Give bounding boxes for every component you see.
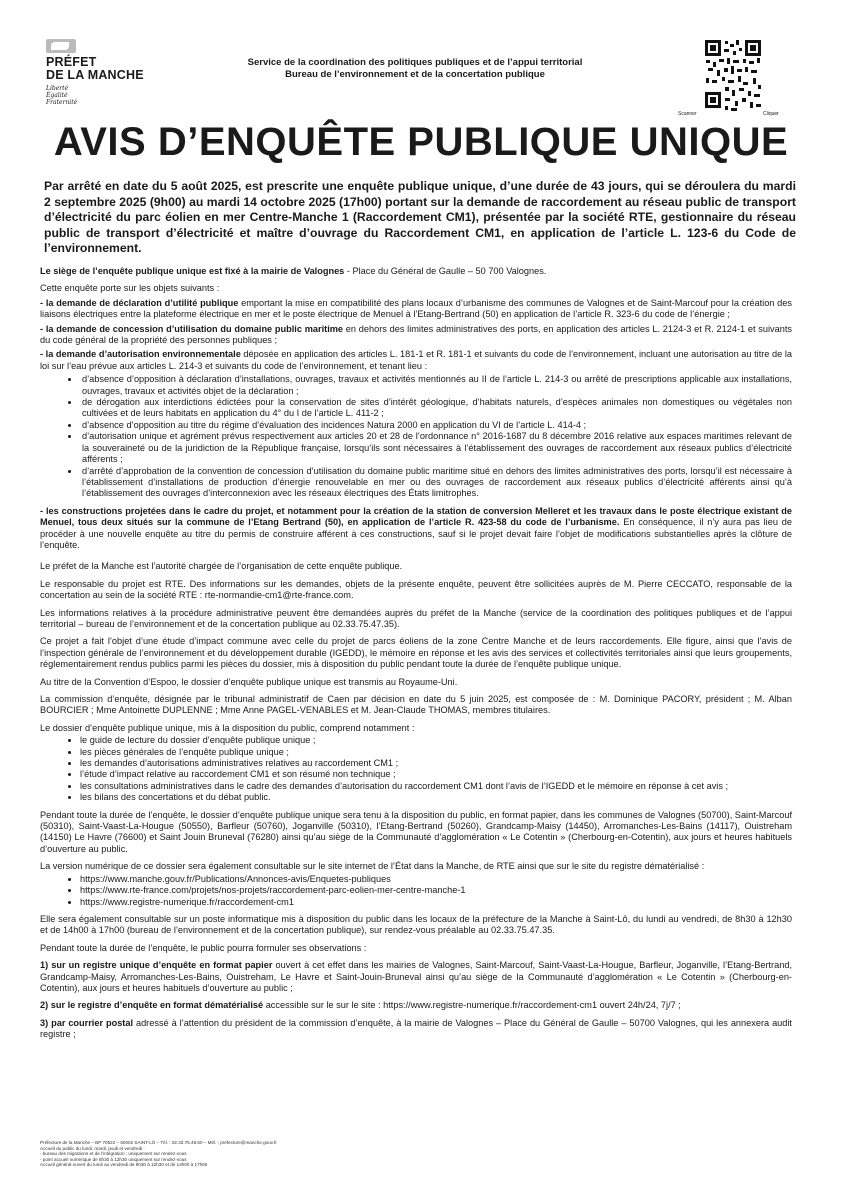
objet-item: - la demande de concession d’utilisation du domaine public maritime en dehors des limites administratives des ports, en application des articles L. 2124-3 et R. 2124-1 et suivants du code général de la propriété des personnes publiques ; (40, 323, 792, 346)
paragraph: Le préfet de la Manche est l’autorité chargée de l’organisation de cette enquête publique. (40, 561, 403, 572)
paper-paragraph: Pendant toute la durée de l’enquête, le dossier d’enquête publique unique sera tenu à la disposition du public, en format papier, dans les communes de Valognes (50700), Saint-Marcouf (50310), Saint-Vaast-La-Hougue (50550), Barfleur (50760), Joganville (50310), l’Etang-Bertrand (50260), Grandcamp-Maisy (14450), Arromanches-Les-Bains (14117), Ouistreham (14150) Le Havre (76600) et Saint Jouin Bruneval (76280) ainsi qu’au siège de la Communauté d’agglomération « Le Cotentin » (Cherbourg-en-Cotentin), aux jours et heures habituels d’ouverture au public. (40, 809, 792, 854)
observation-item: 1) sur un registre unique d’enquête en format papier ouvert à cet effet dans les mairies de Valognes, Saint-Marcouf, Saint-Vaast-La-Hougue, Barfleur, Joganville, l’Etang-Bertrand, Grandcamp-Maisy, Arromanches-Les-Bains, Ouistreham, Le Havre et Saint-Jouin-Bruneval ainsi qu’au siège de la Communauté d’agglomération « Le Cotentin » (Cherbourg-en-Cotentin), aux jours et heures habituels d’ouverture au public ; (40, 960, 792, 993)
page-title: AVIS D’ENQUÊTE PUBLIQUE UNIQUE (53, 120, 789, 164)
observation-item: 2) sur le registre d’enquête en format dématérialisé accessible sur le sur le site : https://www.registre-numerique.fr/raccordement-cm1 ouvert 24h/24, 7j/7 ; (40, 1000, 681, 1011)
objets-intro: Cette enquête porte sur les objets suivants : (40, 283, 220, 294)
notice-body (40, 266, 792, 1047)
list-item: • le guide de lecture du dossier d’enquête publique unique ; (80, 735, 792, 746)
tenant-lieu-list (80, 374, 792, 499)
list-item: • d’arrêté d’approbation de la convention de concession d’utilisation du domaine public maritime situé en dehors des limites administratives des ports, lorsqu’il est nécessaire à l’établissement d’installations de production d’énergie renouvelable en mer ou des ouvrages de raccordement aux réseaux publics d’électricité afférents ainsi qu’à l’établissement des ouvrages d’interconnexion avec les réseaux électriques des États limitrophes. (80, 466, 792, 500)
qr-click-label: Cliquer (763, 111, 779, 117)
prefecture-footer: Préfecture de la Manche – BP 70522 – 50002 SAINT-LÔ – Tél. : 02.33.75.49.50 – Mél. : prefecture@manche.gouv.fr Accueil du public du lundi, mardi, jeudi et vendredi : - bureau des migrations et de l’intégration : uniquement sur rendez-vous - point accueil numérique de 8h30 à 12h30 uniquement sur rendez-vous Accueil général ouvert du lundi au vendredi de 8h30 à 12h30 et de 14h00 à 17h00 (40, 1140, 277, 1168)
list-item: • l’étude d’impact relative au raccordement CM1 et son résumé non technique ; (80, 769, 792, 780)
list-item: • les bilans des concertations et du débat public. (80, 792, 792, 803)
objet-item: - la demande de déclaration d’utilité publique emportant la mise en compatibilité des plans locaux d’urbanisme des communes de Valognes et de Saint-Marcouf pour la création des liaisons électriques entre la plateforme électrique en mer et le poste électrique de Menuel à l’Etang-Bertrand (50) en application de l’article R. 323-6 du code de l’énergie ; (40, 297, 792, 320)
marianne-logo-icon (46, 39, 76, 53)
dossier-list (80, 735, 792, 803)
link-rte[interactable]: • https://www.rte-france.com/projets/nos-projets/raccordement-parc-eolien-mer-centre-manche-1 (80, 885, 792, 896)
list-item: • d’absence d’opposition à déclaration d’installations, ouvrages, travaux et activités mentionnés au II de l’article L. 214-3 ou arrêté de prescriptions applicable aux installations, ouvrages, travaux et activités objet de la déclaration ; (80, 374, 792, 397)
link-manche[interactable]: • https://www.manche.gouv.fr/Publications/Annonces-avis/Enquetes-publiques (80, 874, 792, 885)
prefet-logo-text: PRÉFET DE LA MANCHE (46, 55, 144, 82)
service-heading: Service de la coordination des politiques publiques et de l’appui territorial Bureau de l’environnement et de la concertation publique (247, 57, 583, 80)
list-item: • d’autorisation unique et agrément prévus respectivement aux articles 20 et 28 de l’ordonnance n° 2016-1687 du 8 décembre 2016 relative aux espaces maritimes relevant de la souveraineté ou de la juridiction de la République française, lorsqu’ils sont nécessaires à l’établissement des ouvrages de raccordement aux réseaux publics d’électricité afférents ; (80, 431, 792, 465)
qr-scan-label: Scanner (678, 111, 697, 117)
observations-intro: Pendant toute la durée de l’enquête, le public pourra formuler ses observations : (40, 942, 367, 953)
link-registre[interactable]: • https://www.registre-numerique.fr/raccordement-cm1 (80, 897, 792, 908)
list-item: • les demandes d’autorisations administratives relatives au raccordement CM1 ; (80, 758, 792, 769)
list-item: • les pièces générales de l’enquête publique unique ; (80, 747, 792, 758)
logo-motto: Liberté Égalité Fraternité (46, 85, 78, 106)
list-item: • les consultations administratives dans le cadre des demandes d’autorisation du raccordement CM1 dont l’avis de l’IGEDD et le mémoire en réponse à cet avis ; (80, 781, 792, 792)
paragraph: Le responsable du projet est RTE. Des informations sur les demandes, objets de la présente enquête, peuvent être sollicitées auprès de M. Pierre CECCATO, responsable de la concertation au sein de la société RTE : rte-normandie-cm1@rte-france.com. (40, 578, 792, 601)
objet-item: - la demande d’autorisation environnementale déposée en application des articles L. 181-1 et R. 181-1 et suivants du code de l’environnement, incluant une autorisation au titre de la loi sur l’eau prévue aux articles L. 214-3 et suivants du code de l’environnement, et tenant lieu : (40, 349, 792, 371)
siege-paragraph: Le siège de l’enquête publique unique est fixé à la mairie de Valognes - Place du Général de Gaulle – 50 700 Valognes. (40, 266, 547, 276)
qr-code-icon[interactable] (703, 38, 763, 112)
list-item: • de dérogation aux interdictions édictées pour la conservation de sites d’intérêt géologique, d’habitats naturels, d’espèces animales non domestiques ou végétales non cultivées et de leurs habitats en application du 4° du I de l’article L. 411-2 ; (80, 397, 792, 420)
numeric-paragraph: La version numérique de ce dossier sera également consultable sur le site internet de l’État dans la Manche, de RTE ainsi que sur le site du registre dématérialisé : (40, 861, 705, 872)
list-item: • d’absence d’opposition au titre du régime d’évaluation des incidences Natura 2000 en application du VI de l’article L. 414-4 ; (80, 420, 792, 431)
paragraph: La commission d’enquête, désignée par le tribunal administratif de Caen par décision en date du 5 juin 2025, est composée de : M. Dominique PACORY, président ; M. Alban BOURCIER ; Mme Antoinette DUPLENNE ; Mme Anne PAGEL-VENABLES et M. Jean-Claude THOMAS, membres titulaires. (40, 694, 792, 716)
dossier-intro: Le dossier d’enquête publique unique, mis à la disposition du public, comprend notamment : (40, 722, 415, 733)
observation-item: 3) par courrier postal adressé à l’attention du président de la commission d’enquête, à la mairie de Valognes – Place du Général de Gaulle – 50700 Valognes, qui les annexera audit registre ; (40, 1017, 792, 1040)
links-list (80, 874, 792, 908)
constructions-paragraph: - les constructions projetées dans le cadre du projet, et notamment pour la création de la station de conversion Melleret et les travaux dans le poste électrique existant de Menuel, tous deux situés sur la commune de l’Etang Bertrand (50), en application de l’article R. 423-58 du code de l’urbanisme. En conséquence, il n’y aura pas lieu de procéder à une nouvelle enquête au titre du permis de construire afférent à ces constructions, sauf si le projet devait faire l’objet de modifications substantielles après la clôture de l’enquête. (40, 505, 792, 550)
paragraph: Au titre de la Convention d’Espoo, le dossier d’enquête publique unique est transmis au Royaume-Uni. (40, 676, 458, 687)
paragraph: Les informations relatives à la procédure administrative peuvent être demandées auprès du préfet de la Manche (service de la coordination des politiques publiques et de l’appui territorial – bureau de l’environnement et de la concertation publique au 02.33.75.47.35). (40, 607, 792, 629)
poste-paragraph: Elle sera également consultable sur un poste informatique mis à disposition du public dans les locaux de la préfecture de la Manche à Saint-Lô, du lundi au vendredi, de 8h30 à 12h30 et de 14h00 à 17h00 (bureau de l’environnement et de la concertation publique), sur rendez-vous préalable au 02.33.75.47.35. (40, 913, 792, 936)
paragraph: Ce projet a fait l’objet d’une étude d’impact commune avec celle du projet de parcs éoliens de la zone Centre Manche et de leurs raccordements. Elle figure, ainsi que l’avis de l’inspection générale de l’environnement et du développement durable (IGEDD), le mémoire en réponse et les avis des services et collectivités territoriales ainsi que leurs groupements, réglementairement rendus publics parmi les pièces du dossier, mis à disposition du public pendant toute la durée de l’enquête publique unique. (40, 636, 792, 670)
intro-paragraph: Par arrêté en date du 5 août 2025, est prescrite une enquête publique unique, d’une durée de 43 jours, qui se déroulera du mardi 2 septembre 2025 (9h00) au mardi 14 octobre 2025 (17h00) portant sur la demande de raccordement au réseau public de transport d’électricité du parc éolien en mer Centre-Manche 1 (Raccordement CM1), présentée par la société RTE, gestionnaire du réseau public de transport d’électricité et maître d’ouvrage du Raccordement CM1, en application de l’article L. 123-6 du Code de l’environnement. (44, 179, 796, 255)
